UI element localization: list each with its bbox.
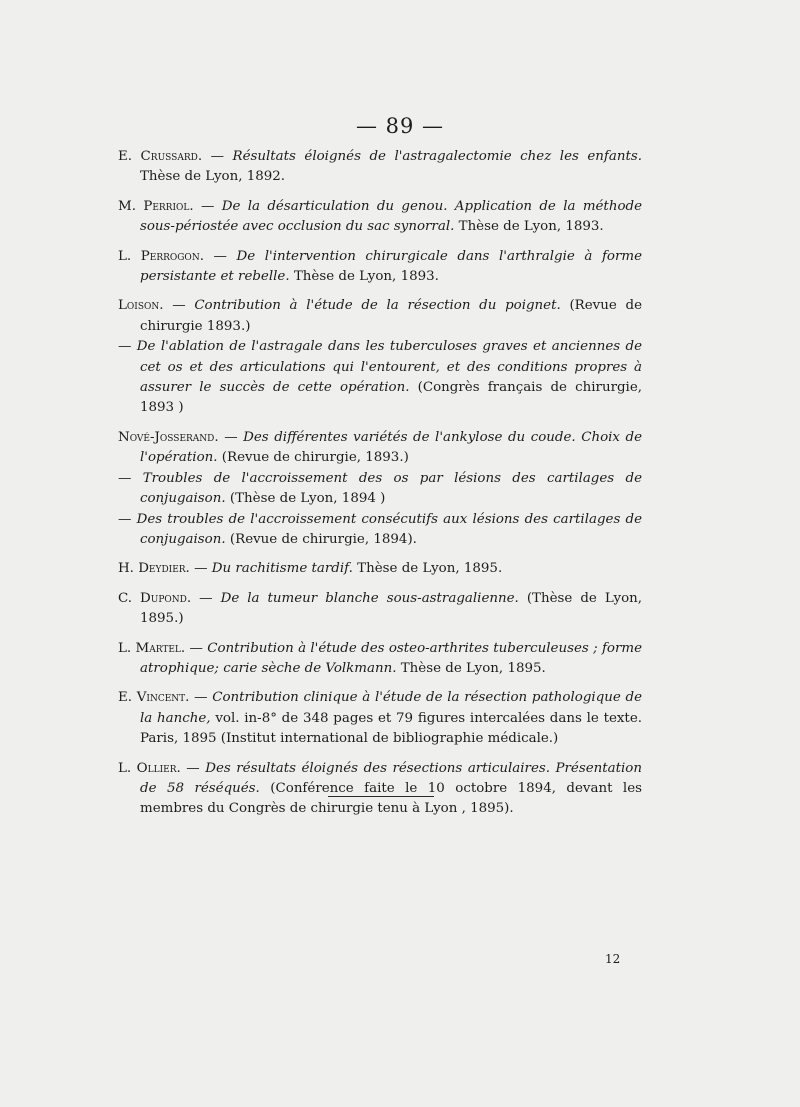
bib-entry: L. Ollier. — Des résultats éloignés des résections articulaires. Présentation de 58 réséqués. (Conférence faite le 10 octobre 1894, devant les membres du Congrès de chirurgie tenu à Lyon , 1895). — [118, 760, 643, 817]
entry-title: Troubles de l'accroissement des os par lésions des cartilages de conjugaison. — [140, 470, 642, 507]
bib-entry: — De l'ablation de l'astragale dans les tuberculoses graves et anciennes de cet os et des articulations qui l'entourent, et des conditions propres à assurer le succès de cette opération. (Congrès français de chirurgie, 1893 ) — [118, 339, 643, 416]
entry-title: Des résultats éloignés des résections articulaires. Présentation de 58 réséqués. — [140, 760, 642, 796]
entry-author: L. Ollier. — [118, 760, 181, 776]
bib-entry: — Des troubles de l'accroissement consécutifs aux lésions des cartilages de conjugaison. (Revue de chirurgie, 1894). — [118, 511, 642, 547]
bib-entry: M. Perriol. — De la désarticulation du genou. Application de la méthode sous-périostée avec occlusion du sac synorral. Thèse de Lyon, 1893. — [118, 198, 642, 235]
entry-author: E. Vincent. — [118, 690, 190, 706]
entry-title: Résultats éloignés de l'astragalectomie chez les enfants. — [232, 149, 643, 164]
entry-details: (Congrès français de chirurgie, 1893 ) — [140, 380, 643, 416]
entry-details: (Revue de chirurgie 1893.) — [140, 298, 642, 334]
entry-title: De la désarticulation du genou. Application de la méthode sous-périostée avec occlusion du sac synorral. — [140, 198, 642, 235]
bibliography-list — [118, 147, 642, 829]
entry-author: Nové-Josserand. — [118, 429, 219, 445]
entry-details: Thèse de Lyon, 1893. — [454, 219, 604, 235]
entry-title: Contribution à l'étude des osteo-arthrites tuberculeuses ; forme atrophique; carie sèche de Volkmann. — [140, 640, 642, 676]
end-rule — [328, 796, 434, 797]
entry-details: (Revue de chirurgie, 1893.) — [217, 450, 409, 466]
entry-details: Thèse de Lyon, 1893. — [289, 269, 439, 285]
bib-entry: — Troubles de l'accroissement des os par lésions des cartilages de conjugaison. (Thèse de Lyon, 1894 ) — [118, 470, 642, 507]
entry-title: De l'intervention chirurgicale dans l'arthralgie à forme persistante et rebelle. — [140, 248, 643, 285]
entry-author: L. Perrogon. — [118, 248, 204, 264]
entry-details: (Thèse de Lyon, 1895.) — [140, 590, 643, 627]
entry-title: Contribution à l'étude de la résection du poignet. — [194, 298, 561, 314]
bib-entry: E. Crussard. — Résultats éloignés de l'astragalectomie chez les enfants. Thèse de Lyon, 1892. — [118, 149, 643, 185]
entry-author: Loison. — [118, 298, 164, 314]
bib-entry: L. Perrogon. — De l'intervention chirurgicale dans l'arthralgie à forme persistante et rebelle. Thèse de Lyon, 1893. — [118, 248, 643, 285]
entry-details: (Revue de chirurgie, 1894). — [225, 531, 417, 547]
entry-title: Des troubles de l'accroissement consécutifs aux lésions des cartilages de conjugaison. — [136, 511, 642, 547]
entry-title: De l'ablation de l'astragale dans les tuberculoses graves et anciennes de cet os et des articulations qui l'entourent, et des conditions propres à assurer le succès de cette opération. — [136, 339, 642, 396]
entry-details: vol. in-8° de 348 pages et 79 figures intercalées dans le texte. Paris, 1895 (Institut international de bibliographie médicale.) — [140, 710, 642, 747]
page-number: — 89 — — [355, 114, 445, 138]
signature-mark: 12 — [605, 952, 621, 966]
bib-entry: Loison. — Contribution à l'étude de la résection du poignet. (Revue de chirurgie 1893.) — [118, 298, 642, 334]
entry-author: M. Perriol. — [118, 198, 194, 214]
entry-title: Contribution clinique à l'étude de la résection pathologique de la hanche, — [140, 690, 643, 726]
entry-details: (Thèse de Lyon, 1894 ) — [225, 491, 386, 507]
entry-title: De la tumeur blanche sous-astragalienne. — [220, 590, 519, 606]
entry-author: E. Crussard. — [118, 149, 203, 164]
entry-details: Thèse de Lyon, 1895. — [352, 561, 503, 577]
entry-author: H. Deydier. — [118, 561, 190, 577]
entry-author: L. Martel. — [118, 640, 186, 656]
entry-author: C. Dupond. — [118, 590, 192, 606]
entry-title: Du rachitisme tardif. — [211, 561, 353, 577]
bib-entry: L. Martel. — Contribution à l'étude des osteo-arthrites tuberculeuses ; forme atrophique; carie sèche de Volkmann. Thèse de Lyon, 1895. — [118, 640, 642, 676]
bib-entry: E. Vincent. — Contribution clinique à l'étude de la résection pathologique de la hanche, vol. in-8° de 348 pages et 79 figures intercalées dans le texte. Paris, 1895 (Institut international de bibliographie médicale.) — [118, 690, 643, 747]
bib-entry: Nové-Josserand. — Des différentes variétés de l'ankylose du coude. Choix de l'opération. (Revue de chirurgie, 1893.) — [118, 429, 642, 466]
entry-details: Thèse de Lyon, 1895. — [396, 660, 546, 676]
bib-entry: C. Dupond. — De la tumeur blanche sous-astragalienne. (Thèse de Lyon, 1895.) — [118, 590, 643, 627]
entry-details: (Conférence faite le 10 octobre 1894, devant les membres du Congrès de chirurgie tenu à Lyon , 1895). — [140, 780, 643, 817]
entry-title: Des différentes variétés de l'ankylose du coude. Choix de l'opération. — [140, 429, 642, 466]
bib-entry: H. Deydier. — Du rachitisme tardif. Thèse de Lyon, 1895. — [118, 561, 503, 577]
entry-details: Thèse de Lyon, 1892. — [140, 169, 286, 185]
